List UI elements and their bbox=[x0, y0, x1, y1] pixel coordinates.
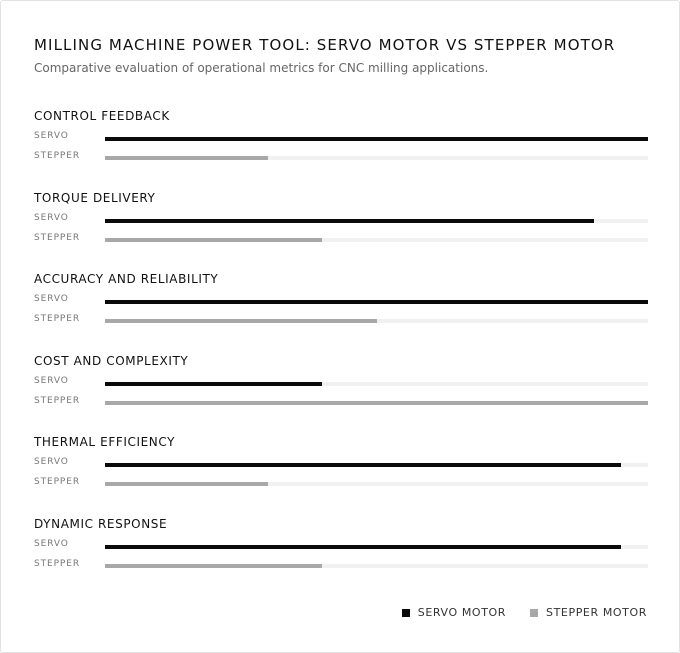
bar-track bbox=[105, 545, 648, 549]
bar-group bbox=[34, 272, 648, 342]
bar-stepper bbox=[105, 482, 268, 486]
bar-track bbox=[105, 137, 648, 141]
series-row-label: SERVO bbox=[34, 294, 69, 304]
bar-track bbox=[105, 482, 648, 486]
bar-group bbox=[34, 435, 648, 505]
bar-track bbox=[105, 219, 648, 223]
bar-servo bbox=[105, 545, 621, 549]
bar-servo bbox=[105, 137, 648, 141]
legend-swatch-servo bbox=[402, 609, 410, 617]
bar-servo bbox=[105, 382, 322, 386]
bar-track bbox=[105, 564, 648, 568]
series-row-label: STEPPER bbox=[34, 151, 80, 161]
bar-track bbox=[105, 382, 648, 386]
legend-swatch-stepper bbox=[530, 609, 538, 617]
series-row-label: STEPPER bbox=[34, 477, 80, 487]
legend-item-stepper bbox=[530, 606, 647, 619]
series-row-label: STEPPER bbox=[34, 233, 80, 243]
bar-track bbox=[105, 401, 648, 405]
series-row-label: SERVO bbox=[34, 213, 69, 223]
bar-track bbox=[105, 238, 648, 242]
bar-track bbox=[105, 156, 648, 160]
bar-servo bbox=[105, 300, 648, 304]
bar-stepper bbox=[105, 401, 648, 405]
bar-track bbox=[105, 463, 648, 467]
series-row-label: SERVO bbox=[34, 457, 69, 467]
bar-servo bbox=[105, 463, 621, 467]
series-row-label: STEPPER bbox=[34, 396, 80, 406]
bar-group bbox=[34, 354, 648, 424]
bar-group bbox=[34, 191, 648, 261]
bar-servo bbox=[105, 219, 594, 223]
category-label: TORQUE DELIVERY bbox=[34, 191, 156, 205]
category-label: THERMAL EFFICIENCY bbox=[34, 435, 176, 449]
category-label: CONTROL FEEDBACK bbox=[34, 109, 170, 123]
bar-track bbox=[105, 300, 648, 304]
bar-stepper bbox=[105, 156, 268, 160]
bar-stepper bbox=[105, 319, 377, 323]
bar-group bbox=[34, 517, 648, 587]
series-row-label: STEPPER bbox=[34, 559, 80, 569]
series-row-label: SERVO bbox=[34, 539, 69, 549]
chart-title: MILLING MACHINE POWER TOOL: SERVO MOTOR VS STEPPER MOTOR bbox=[34, 36, 616, 54]
bar-stepper bbox=[105, 238, 322, 242]
legend-label-stepper: STEPPER MOTOR bbox=[546, 606, 647, 619]
bar-group bbox=[34, 109, 648, 179]
category-label: ACCURACY AND RELIABILITY bbox=[34, 272, 219, 286]
category-label: DYNAMIC RESPONSE bbox=[34, 517, 168, 531]
series-row-label: SERVO bbox=[34, 376, 69, 386]
bar-stepper bbox=[105, 564, 322, 568]
legend-item-servo bbox=[402, 606, 506, 619]
series-row-label: SERVO bbox=[34, 131, 69, 141]
chart-subtitle: Comparative evaluation of operational metrics for CNC milling applications. bbox=[34, 61, 489, 75]
series-row-label: STEPPER bbox=[34, 314, 80, 324]
bar-track bbox=[105, 319, 648, 323]
category-label: COST AND COMPLEXITY bbox=[34, 354, 189, 368]
chart-legend bbox=[402, 606, 647, 619]
legend-label-servo: SERVO MOTOR bbox=[417, 606, 507, 619]
